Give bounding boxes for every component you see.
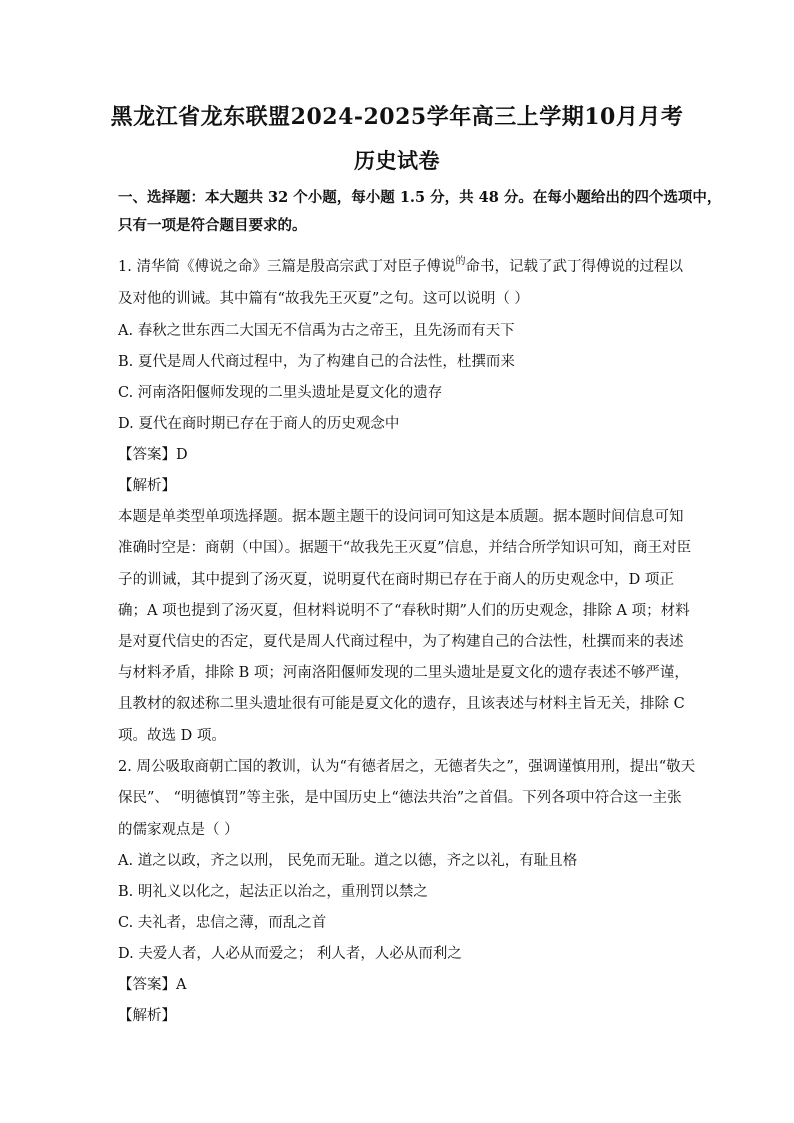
q1-analysis-label: 【解析】 <box>118 478 176 494</box>
q1-stem-superscript: 的 <box>455 256 466 267</box>
q2-stem-line-1: 2. 周公吸取商朝亡国的教训，认为“有德者居之，无德者失之”，强调谨慎用刑，提出“敬天 <box>118 759 696 775</box>
q2-option-d: D. 夫爱人者，人必从而爱之； 利人者，人必从而利之 <box>118 946 462 962</box>
q1-stem-line-1 <box>118 257 683 279</box>
q2-option-a: A. 道之以政，齐之以刑， 民免而无耻。道之以德，齐之以礼，有耻且格 <box>118 853 578 869</box>
q1-analysis-line-1: 本题是单类型单项选择题。据本题主题干的设问词可知这是本质题。据本题时间信息可知 <box>118 509 684 525</box>
q2-option-b: B. 明礼义以化之，起法正以治之，重刑罚以禁之 <box>118 884 428 900</box>
q1-option-d: D. 夏代在商时期已存在于商人的历史观念中 <box>118 416 400 432</box>
q1-option-b: B. 夏代是周人代商过程中，为了构建自己的合法性，杜撰而来 <box>118 354 515 370</box>
q1-analysis-line-3: 子的训诫，其中提到了汤灭夏，说明夏代在商时期已存在于商人的历史观念中，D 项正 <box>118 572 674 588</box>
q2-stem-line-2: 保民”、 “明德慎罚”等主张，是中国历史上“德法共治”之首倡。下列各项中符合这一主张 <box>118 790 682 806</box>
section-instructions-line-2: 只有一项是符合题目要求的。 <box>118 217 307 234</box>
q1-analysis-line-2: 准确时空是：商朝（中国）。据题干“故我先王灭夏”信息，并结合所学知识可知，商王对臣 <box>118 540 692 556</box>
q1-analysis-line-5: 是对夏代信史的否定，夏代是周人代商过程中，为了构建自己的合法性，杜撰而来的表述 <box>118 634 684 650</box>
q1-stem-line-1-post: 命书，记载了武丁得傅说的过程以 <box>465 259 683 275</box>
q1-option-c: C. 河南洛阳偃师发现的二里头遗址是夏文化的遗存 <box>118 385 443 401</box>
q2-analysis-label: 【解析】 <box>118 1008 176 1024</box>
q1-analysis-line-4: 确；A 项也提到了汤灭夏，但材料说明不了“春秋时期”人们的历史观念，排除 A 项；材料 <box>118 603 690 619</box>
q2-option-c: C. 夫礼者，忠信之薄，而乱之首 <box>118 915 327 931</box>
q1-analysis-line-8: 项。故选 D 项。 <box>118 728 226 744</box>
q1-analysis-line-7: 且教材的叙述称二里头遗址很有可能是夏文化的遗存，且该表述与材料主旨无关，排除 C <box>118 696 685 712</box>
q1-option-a: A. 春秋之世东西二大国无不信禹为古之帝王，且先汤而有天下 <box>118 323 515 339</box>
q2-stem-line-3: 的儒家观点是（ ） <box>118 822 239 838</box>
q1-answer: 【答案】D <box>118 447 188 463</box>
q2-answer: 【答案】A <box>118 977 187 993</box>
exam-title: 黑龙江省龙东联盟2024-2025学年高三上学期10月月考 <box>110 104 684 130</box>
q1-stem-line-1-pre: 1. 清华简《傅说之命》三篇是殷高宗武丁对臣子傅说 <box>118 259 456 275</box>
section-instructions-line-1: 一、选择题：本大题共 32 个小题，每小题 1.5 分，共 48 分。在每小题给出的四个选项中， <box>118 189 722 206</box>
q1-analysis-line-6: 与材料矛盾，排除 B 项；河南洛阳偃师发现的二里头遗址是夏文化的遗存表述不够严谨， <box>118 665 689 681</box>
exam-subject: 历史试卷 <box>354 148 440 173</box>
q1-stem-line-2: 及对他的训诫。其中篇有“故我先王灭夏”之句。这可以说明（ ） <box>118 291 529 307</box>
